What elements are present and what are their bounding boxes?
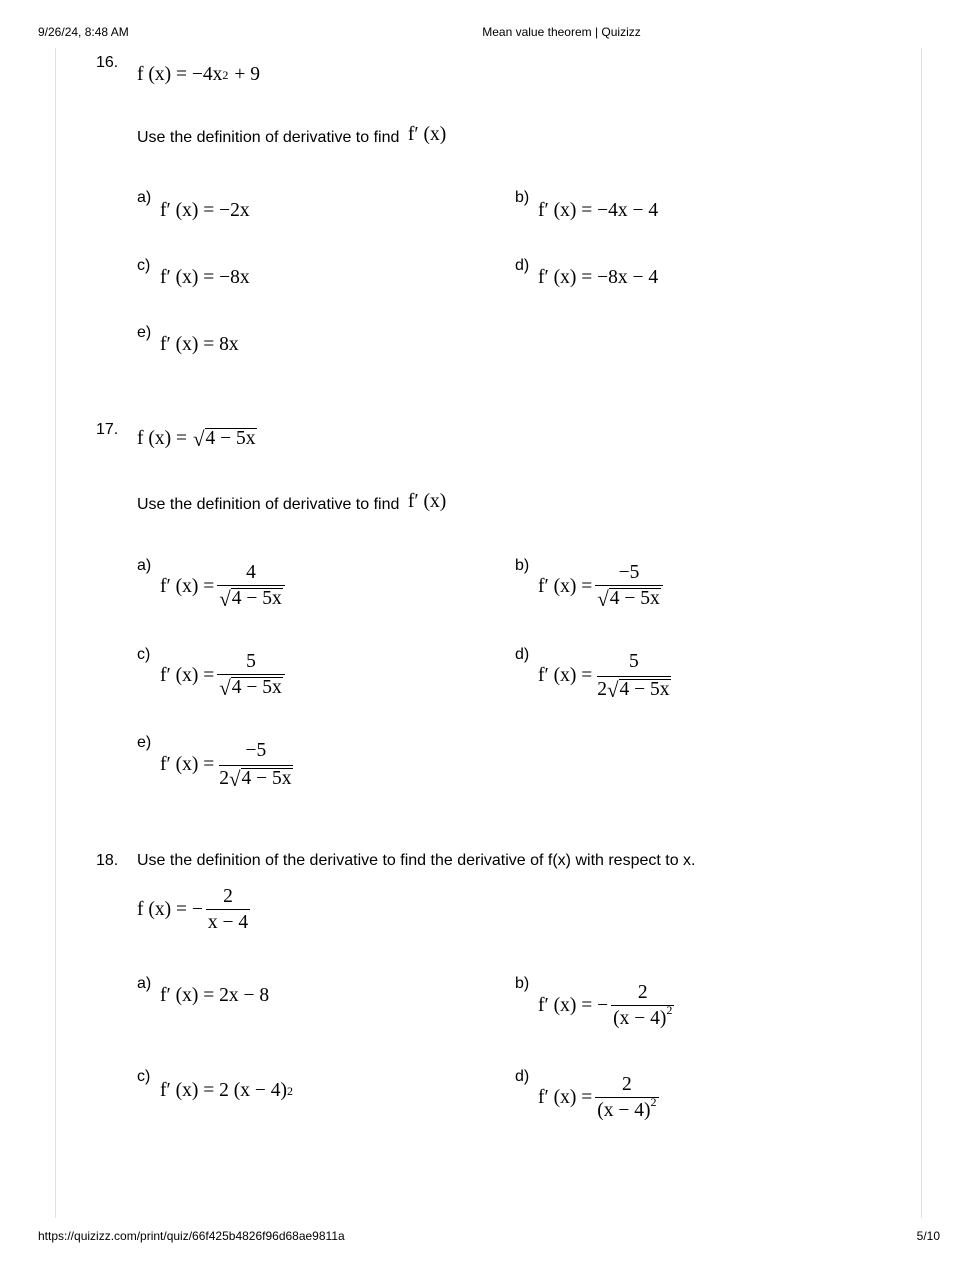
- option-label: d): [515, 646, 530, 663]
- option-lhs: f′ (x) =: [538, 1086, 593, 1108]
- question-prompt: Use the definition of the derivative to find the derivative of f(x) with respect to x.: [137, 852, 696, 869]
- denominator: x − 4: [206, 909, 250, 933]
- option-label: b): [515, 557, 530, 574]
- option-label: b): [515, 189, 530, 206]
- numerator: 2: [622, 1074, 632, 1095]
- option-b[interactable]: [538, 562, 666, 611]
- radicand: 4 − 5x: [205, 428, 256, 450]
- question-function: f (x) = −4x 2 + 9: [137, 64, 260, 85]
- radical-sign-icon: √: [192, 426, 205, 451]
- denominator: [217, 585, 285, 611]
- fraction: [595, 1074, 658, 1122]
- radicand: 4 − 5x: [241, 768, 292, 790]
- prompt-math: f′ (x): [407, 491, 447, 512]
- option-b[interactable]: [538, 982, 677, 1030]
- numerator: 2: [637, 982, 648, 1003]
- question-function: [137, 886, 253, 934]
- question-number: 16.: [96, 54, 119, 71]
- numerator: 5: [629, 651, 639, 672]
- page-url[interactable]: https://quizizz.com/print/quiz/66f425b4826f96d68ae9811a: [38, 1229, 345, 1243]
- option-label: b): [515, 975, 530, 992]
- option-e[interactable]: f′ (x) = 8x: [160, 334, 239, 355]
- radicand: 4 − 5x: [619, 679, 670, 701]
- question-number: 17.: [96, 421, 119, 438]
- numerator: 5: [246, 651, 256, 672]
- function-rhs: + 9: [234, 64, 260, 85]
- option-label: a): [137, 975, 152, 992]
- option-c[interactable]: [160, 651, 288, 700]
- den-base: (x − 4): [613, 1008, 667, 1030]
- function-lhs: f (x) = −: [137, 898, 203, 920]
- radical-sign-icon: √: [597, 586, 609, 611]
- prompt-text: Use the definition of derivative to find: [137, 129, 400, 146]
- option-label: e): [137, 734, 152, 751]
- option-math: f′ (x) = 2 (x − 4): [160, 1080, 287, 1101]
- denominator: [217, 763, 294, 789]
- fraction: [217, 740, 294, 790]
- radical-sign-icon: √: [607, 677, 619, 702]
- option-label: c): [137, 1068, 151, 1085]
- function-lhs: f (x) = −4x: [137, 64, 223, 85]
- print-datetime: 9/26/24, 8:48 AM: [38, 25, 129, 39]
- numerator: −5: [245, 740, 267, 761]
- option-c[interactable]: f′ (x) = −8x: [160, 267, 250, 288]
- denominator: [595, 1097, 658, 1121]
- option-label: a): [137, 557, 152, 574]
- option-label: e): [137, 324, 152, 341]
- radical-sign-icon: √: [219, 675, 231, 700]
- sqrt: [193, 428, 257, 449]
- denominator: [595, 585, 663, 611]
- den-coef: 2: [219, 768, 229, 790]
- prompt-text: Use the definition of derivative to find: [137, 496, 400, 513]
- denominator: [217, 674, 285, 700]
- den-base: (x − 4): [597, 1100, 651, 1122]
- option-e[interactable]: [160, 740, 298, 790]
- radicand: 4 − 5x: [609, 588, 660, 610]
- option-b[interactable]: f′ (x) = −4x − 4: [538, 200, 659, 221]
- fraction: [611, 982, 674, 1030]
- option-label: a): [137, 189, 152, 206]
- option-a[interactable]: f′ (x) = −2x: [160, 200, 250, 221]
- option-d[interactable]: [538, 651, 676, 701]
- denominator: [611, 1005, 674, 1029]
- page-number: 5/10: [916, 1229, 940, 1243]
- option-label: d): [515, 1068, 530, 1085]
- function-lhs: f (x) =: [137, 428, 187, 449]
- page-title: Mean value theorem | Quizizz: [482, 25, 641, 39]
- option-d[interactable]: [538, 1074, 662, 1122]
- option-lhs: f′ (x) =: [160, 664, 215, 686]
- radicand: 4 − 5x: [231, 677, 282, 699]
- fraction: [206, 886, 250, 934]
- question-function: [137, 428, 257, 450]
- option-lhs: f′ (x) = −: [538, 994, 609, 1016]
- prompt-math: f′ (x): [407, 124, 447, 145]
- radical-sign-icon: √: [219, 586, 231, 611]
- fraction: [217, 562, 285, 611]
- question-prompt: [137, 493, 446, 515]
- numerator: 2: [223, 886, 233, 907]
- fraction: [595, 651, 672, 701]
- option-d[interactable]: f′ (x) = −8x − 4: [538, 267, 659, 288]
- fraction: [217, 651, 285, 700]
- question-prompt: [137, 126, 446, 148]
- option-a[interactable]: f′ (x) = 2x − 8: [160, 985, 270, 1006]
- den-coef: 2: [597, 679, 607, 701]
- numerator: 4: [246, 562, 256, 583]
- option-lhs: f′ (x) =: [538, 575, 593, 597]
- question-number: 18.: [96, 852, 119, 869]
- option-c[interactable]: f′ (x) = 2 (x − 4) 2: [160, 1080, 293, 1101]
- option-label: d): [515, 257, 530, 274]
- den-exponent: 2: [666, 1003, 673, 1018]
- denominator: [595, 674, 672, 700]
- option-label: c): [137, 646, 151, 663]
- option-a[interactable]: [160, 562, 288, 611]
- radicand: 4 − 5x: [231, 588, 282, 610]
- left-border-line: [55, 48, 56, 1218]
- option-lhs: f′ (x) =: [160, 575, 215, 597]
- den-exponent: 2: [650, 1095, 657, 1110]
- right-border-line: [921, 48, 922, 1218]
- fraction: [595, 562, 663, 611]
- numerator: −5: [618, 562, 640, 583]
- radical-sign-icon: √: [229, 766, 241, 791]
- option-lhs: f′ (x) =: [160, 753, 215, 775]
- option-lhs: f′ (x) =: [538, 664, 593, 686]
- option-label: c): [137, 257, 151, 274]
